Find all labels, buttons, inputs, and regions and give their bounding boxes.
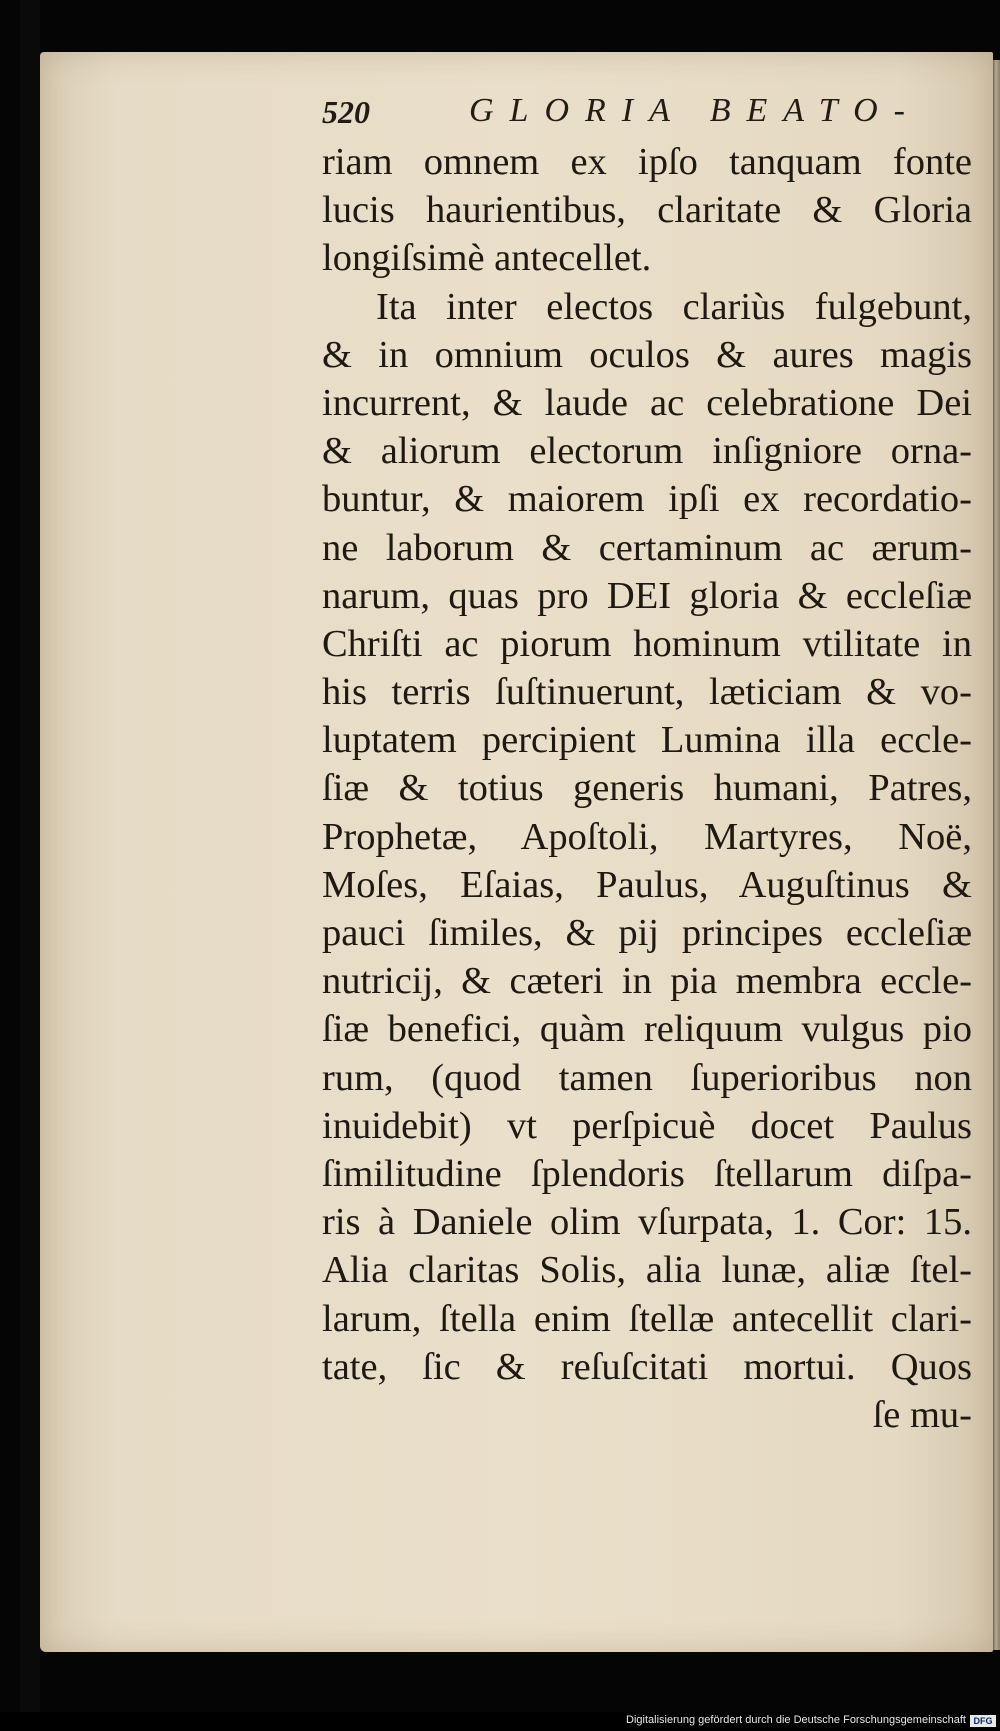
text-line: Ita inter electos clariùs fulgebunt, [376, 285, 972, 328]
catchword: ſe mu- [872, 1393, 972, 1436]
text-line: buntur, & maiorem ipſi ex recordatio- [322, 478, 972, 521]
text-line: rum, (quod tamen ſuperioribus non [322, 1056, 972, 1099]
page-header [322, 88, 962, 144]
text-line: Prophetæ, Apoſtoli, Martyres, Noë, [322, 815, 972, 858]
body-text [322, 138, 972, 1439]
text-line: Moſes, Eſaias, Paulus, Auguſtinus & [322, 863, 972, 906]
text-line: nutricij, & cæteri in pia membra eccle- [322, 960, 972, 1003]
text-line: ſimilitudine ſplendoris ſtellarum diſpa- [322, 1152, 972, 1195]
text-line: his terris ſuſtinuerunt, læticiam & vo- [322, 671, 972, 714]
text-line: & in omnium oculos & aures magis [322, 333, 972, 376]
running-head: GLORIA BEATO- [469, 92, 921, 129]
text-line: narum, quas pro DEI gloria & eccleſiæ [322, 574, 972, 617]
text-line: Alia claritas Solis, alia lunæ, aliæ ſtel- [322, 1249, 972, 1292]
text-line: pauci ſimiles, & pij principes eccleſiæ [322, 912, 972, 954]
text-line: lucis haurientibus, claritate & Gloria [322, 189, 972, 232]
text-line: ſiæ & totius generis humani, Patres, [322, 767, 972, 810]
scan-left-edge [20, 0, 40, 1731]
text-line: longiſsimè antecellet. [322, 237, 652, 280]
text-line: luptatem percipient Lumina illa eccle- [322, 719, 972, 762]
text-line: riam omnem ex ipſo tanquam fonte [322, 141, 972, 183]
page-fore-edge [993, 60, 1000, 1650]
text-line: & aliorum electorum inſigniore orna- [322, 430, 972, 473]
text-line: ne laborum & certaminum ac ærum- [322, 526, 972, 569]
page-number: 520 [322, 94, 370, 130]
text-line: tate, ſic & reſuſcitati mortui. Quos [322, 1345, 972, 1388]
text-line: incurrent, & laude ac celebratione Dei [322, 381, 972, 424]
digitization-credit: Digitalisierung gefördert durch die Deutsche Forschungsgemeinschaft [626, 1714, 966, 1726]
text-line: ſiæ benefici, quàm reliquum vulgus pio [322, 1008, 972, 1051]
text-line: Chriſti ac piorum hominum vtilitate in [322, 622, 972, 665]
dfg-logo: DFG [970, 1715, 996, 1727]
text-line: ris à Daniele olim vſurpata, 1. Cor: 15. [322, 1201, 972, 1244]
text-line: larum, ſtella enim ſtellæ antecellit clari- [322, 1297, 972, 1340]
footer-bar [0, 1712, 1000, 1731]
text-line: inuidebit) vt perſpicuè docet Paulus [322, 1104, 972, 1147]
